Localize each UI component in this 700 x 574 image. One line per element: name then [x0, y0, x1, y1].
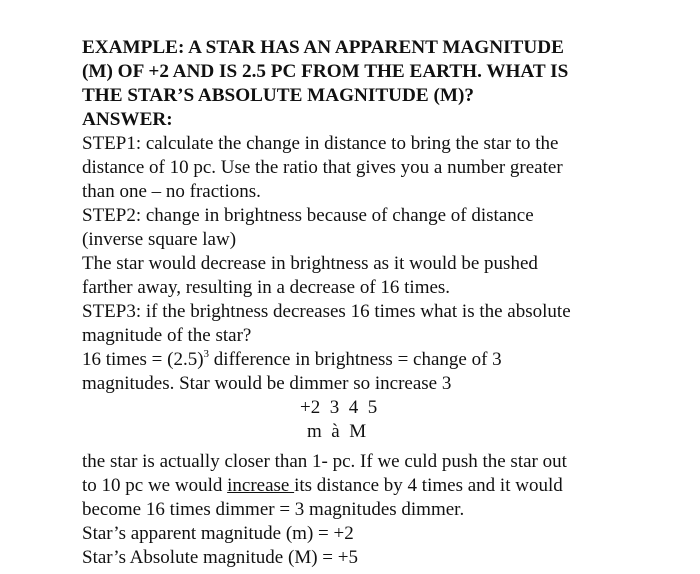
step3-line-1: STEP3: if the brightness decreases 16 times what is the absolute [82, 301, 571, 322]
conclusion-pre: to 10 pc we would [82, 475, 228, 496]
question-line-1: EXAMPLE: A STAR HAS AN APPARENT MAGNITUDE [82, 37, 564, 58]
step1-line-2: distance of 10 pc. Use the ratio that gives you a number greater [82, 157, 563, 178]
calc-post: difference in brightness = change of 3 [209, 349, 502, 370]
calculation-line-1 [82, 348, 642, 372]
step2-line-1: STEP2: change in brightness because of change of distance [82, 205, 534, 226]
underlined-increase: increase [227, 475, 295, 496]
conclusion-line-3: become 16 times dimmer = 3 magnitudes dimmer. [82, 499, 465, 520]
answer-label: ANSWER: [82, 109, 173, 130]
magnitude-sequence: +2 3 4 5 [300, 397, 378, 418]
explanation-line-2: farther away, resulting in a decrease of 16 times. [82, 277, 451, 298]
question-line-2: (M) OF +2 AND IS 2.5 PC FROM THE EARTH. WHAT IS [82, 61, 569, 82]
step1-line-1: STEP1: calculate the change in distance to bring the star to the [82, 133, 559, 154]
magnitude-arrow-row: m à M [307, 421, 367, 442]
calc-pre: 16 times = (2.5) [82, 349, 204, 370]
conclusion-line-1: the star is actually closer than 1- pc. If we culd push the star out [82, 451, 567, 472]
step1-line-3: than one – no fractions. [82, 181, 261, 202]
worked-example-document [82, 36, 642, 570]
step3-line-2: magnitude of the star? [82, 325, 252, 346]
apparent-magnitude-result: Star’s apparent magnitude (m) = +2 [82, 523, 354, 544]
calculation-line-2: magnitudes. Star would be dimmer so increase 3 [82, 373, 452, 394]
question-line-3: THE STAR’S ABSOLUTE MAGNITUDE (M)? [82, 85, 474, 106]
exponent: 3 [203, 347, 210, 360]
absolute-magnitude-result: Star’s Absolute magnitude (M) = +5 [82, 547, 358, 568]
conclusion-post: its distance by 4 times and it would [294, 475, 563, 496]
conclusion-line-2 [82, 474, 642, 498]
explanation-line-1: The star would decrease in brightness as it would be pushed [82, 253, 538, 274]
step2-line-2: (inverse square law) [82, 229, 237, 250]
